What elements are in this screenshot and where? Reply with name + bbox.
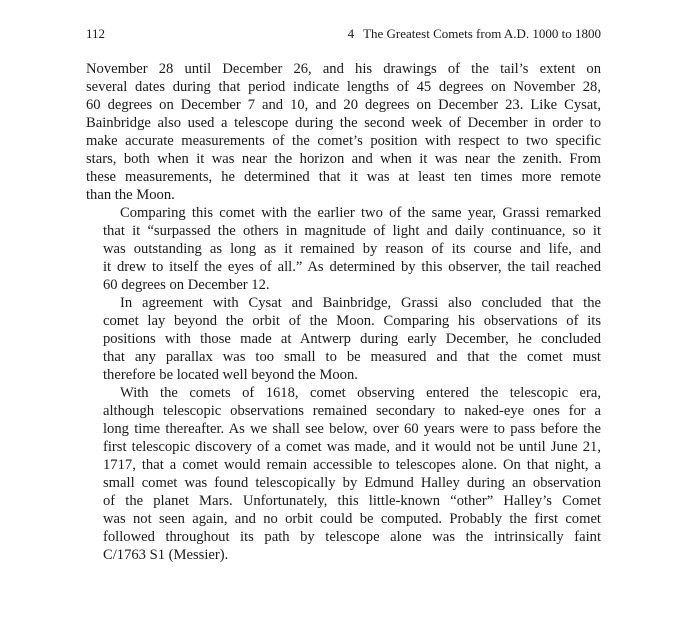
paragraph <box>86 204 601 294</box>
paragraph <box>86 60 601 204</box>
text-line: that any parallax was too small to be measured and that the comet must <box>103 349 601 365</box>
text-line: 60 degrees on December 7 and 10, and 20 degrees on December 23. Like Cysat, <box>86 97 601 113</box>
body-text <box>86 60 601 564</box>
chapter-title: The Greatest Comets from A.D. 1000 to 1800 <box>363 26 601 41</box>
text-line: although telescopic observations remained secondary to naked-eye ones for a <box>103 403 601 419</box>
text-line: comet lay beyond the orbit of the Moon. Comparing his observations of its <box>103 313 601 329</box>
text-line: stars, both when it was near the horizon and when it was near the zenith. From <box>86 151 601 167</box>
paragraph <box>86 384 601 564</box>
text-line: several dates during that period indicate lengths of 45 degrees on November 28, <box>86 79 601 95</box>
text-line: that it “surpassed the others in magnitude of light and daily continuance, so it <box>103 223 601 239</box>
text-line: C/1763 S1 (Messier). <box>103 547 229 563</box>
paragraph <box>86 294 601 384</box>
chapter-number: 4 <box>347 26 355 41</box>
text-line: it drew to itself the eyes of all.” As determined by this observer, the tail reached <box>103 259 601 275</box>
text-line: followed throughout its path by telescope alone was the intrinsically faint <box>103 529 601 545</box>
text-line: 60 degrees on December 12. <box>103 277 270 293</box>
text-line: positions with those made at Antwerp during early December, he concluded <box>103 331 601 347</box>
text-line: make accurate measurements of the comet’s position with respect to two specific <box>86 133 601 149</box>
text-line: therefore be located well beyond the Moon. <box>103 367 358 383</box>
text-line: Bainbridge also used a telescope during the second week of December in order to <box>86 115 601 131</box>
text-line: small comet was found telescopically by Edmund Halley during an observation <box>103 475 601 491</box>
text-line: With the comets of 1618, comet observing entered the telescopic era, <box>120 385 601 401</box>
text-line: first telescopic discovery of a comet was made, and it would not be until June 21, <box>103 439 601 455</box>
text-line: these measurements, he determined that it was at least ten times more remote <box>86 169 601 185</box>
text-line: was outstanding as long as it remained by reason of its course and life, and <box>103 241 601 257</box>
running-head <box>86 26 601 42</box>
text-line: of the planet Mars. Unfortunately, this little-known “other” Halley’s Comet <box>103 493 601 509</box>
text-line: 1717, that a comet would remain accessible to telescopes alone. On that night, a <box>103 457 601 473</box>
text-line: was not seen again, and no orbit could be computed. Probably the first comet <box>103 511 601 527</box>
text-line: than the Moon. <box>86 187 175 203</box>
text-line: In agreement with Cysat and Bainbridge, Grassi also concluded that the <box>120 295 601 311</box>
page-number: 112 <box>86 26 106 41</box>
text-line: long time thereafter. As we shall see below, over 60 years were to pass before the <box>103 421 601 437</box>
text-line: November 28 until December 26, and his drawings of the tail’s extent on <box>86 61 601 77</box>
text-line: Comparing this comet with the earlier two of the same year, Grassi remarked <box>120 205 601 221</box>
chapter-heading <box>348 26 601 42</box>
